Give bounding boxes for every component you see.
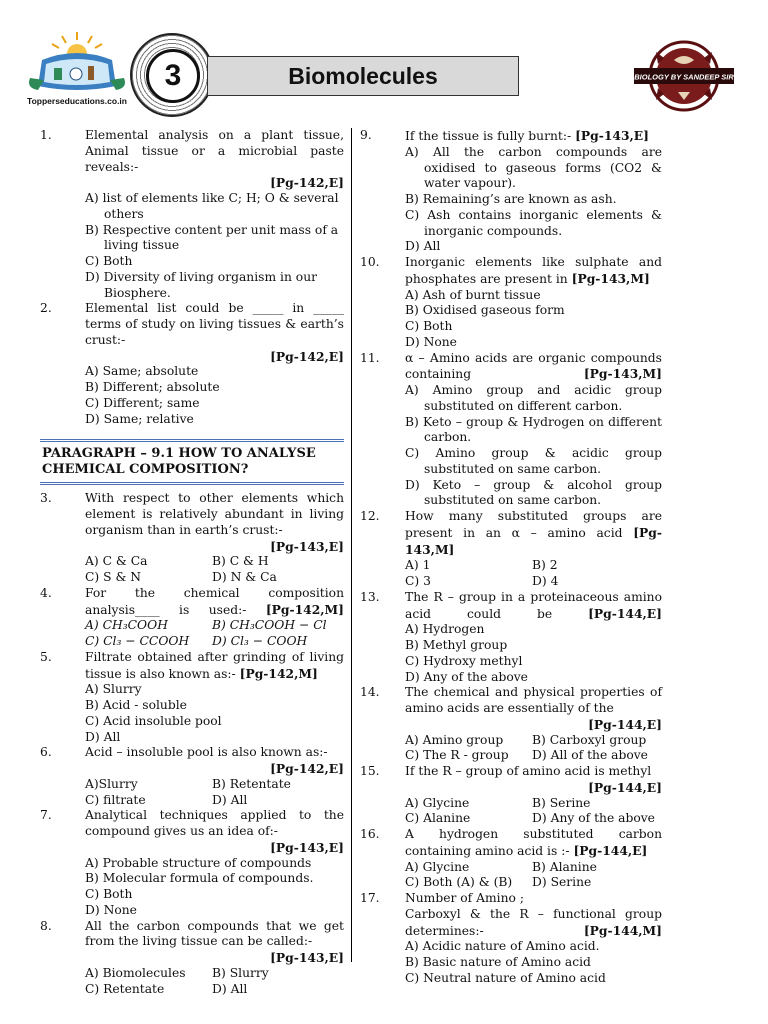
option-c: C) Neutral nature of Amino acid	[405, 970, 606, 985]
page-ref: [Pg-144,M]	[583, 922, 662, 938]
question-10	[360, 255, 662, 351]
page-ref: [Pg-143,E]	[270, 839, 344, 855]
question-text: The chemical and physical properties of amino acids are essentially of the [Pg-144,E]	[405, 685, 662, 732]
option-b: B) Remaining’s are known as ash.	[405, 192, 617, 206]
option-c: C) Both	[85, 254, 133, 268]
question-number: 13.	[360, 589, 380, 604]
option-b: B) Keto – group & Hydrogen on different carbon.	[405, 414, 662, 445]
page-ref: [Pg-144,E]	[588, 605, 662, 621]
option-c: C) Amino group & acidic group substituted on same carbon.	[405, 446, 662, 476]
option-b: B) Oxidised gaseous form	[405, 303, 565, 318]
options-grid	[85, 618, 344, 650]
option-b: B) Basic nature of Amino acid	[405, 955, 591, 969]
question-text: Elemental list could be _____ in _____ terms of study on living tissues & earth’s crust:- [Pg-142,E]	[85, 301, 344, 364]
option-d: D) Any of the above	[532, 811, 655, 826]
options-grid	[405, 796, 662, 828]
question-15	[360, 764, 662, 827]
page-ref: [Pg-142,M]	[265, 601, 344, 617]
question-text: For the chemical composition analysis____ is used:- [Pg-142,M]	[85, 585, 344, 617]
option-d: D) Serine	[532, 875, 592, 890]
option-a: A) Amino group and acidic group substituted on different carbon.	[405, 383, 662, 413]
option-b: B) Methyl group	[405, 638, 508, 652]
question-1	[40, 128, 344, 301]
question-12	[360, 509, 662, 590]
option-d: D) Keto – group & alcohol group substituted on same carbon.	[405, 477, 662, 508]
lab-logo-icon	[24, 30, 130, 96]
chapter-title: Biomolecules	[288, 63, 438, 89]
option-c: C) Ash contains inorganic elements & inorganic compounds.	[405, 207, 662, 238]
question-number: 5.	[40, 649, 52, 664]
badge-text: BIOLOGY BY SANDEEP SIR	[634, 72, 734, 82]
question-2	[40, 301, 344, 427]
option-c: C) Both	[85, 887, 133, 901]
option-a: A) Same; absolute	[85, 364, 199, 379]
option-d: D) All	[405, 239, 441, 254]
option-d: D) 4	[532, 574, 559, 588]
page-ref: [Pg-142,E]	[270, 175, 344, 191]
option-c: C) Both (A) & (B)	[405, 875, 513, 890]
option-a: A) list of elements like C; H; O & several others	[85, 191, 339, 221]
question-text: All the carbon compounds that we get from the living tissue can be called:- [Pg-143,E]	[85, 918, 344, 965]
option-c: C) The R - group	[405, 748, 509, 763]
question-number: 10.	[360, 255, 380, 269]
question-text: Number of Amino ;	[405, 891, 524, 905]
option-d: D) None	[85, 902, 137, 917]
question-number: 3.	[40, 491, 52, 506]
option-d: D) All	[85, 729, 121, 744]
option-c: C) S & N	[85, 570, 142, 584]
question-number: 15.	[360, 764, 380, 778]
question-4	[40, 586, 344, 650]
option-a: A)Slurry	[85, 776, 138, 791]
chapter-title-bar	[207, 56, 519, 96]
question-3	[40, 491, 344, 586]
option-c: C) Alanine	[405, 811, 471, 826]
question-text: Filtrate obtained after grinding of living tissue is also known as:- [Pg-142,M]	[85, 649, 344, 681]
option-c: C) 3	[405, 574, 431, 588]
page-ref: [Pg-143,E]	[575, 128, 649, 143]
option-d: D) N & Ca	[212, 570, 277, 584]
option-c: C) Retentate	[85, 981, 165, 996]
option-a: A) Ash of burnt tissue	[405, 287, 541, 302]
question-16	[360, 827, 662, 891]
options-grid	[85, 777, 344, 809]
question-number: 4.	[40, 585, 52, 600]
option-b: B) Carboxyl group	[532, 732, 647, 747]
option-c: C) Both	[405, 319, 453, 333]
question-number: 1.	[40, 128, 52, 142]
options-grid	[405, 558, 662, 590]
biology-badge-icon	[634, 38, 734, 114]
page-ref: [Pg-142,E]	[270, 348, 344, 364]
option-b: B) Slurry	[212, 965, 269, 980]
page-ref: [Pg-143,M]	[583, 366, 662, 382]
option-b: B) Retentate	[212, 776, 291, 791]
question-9	[360, 128, 662, 255]
option-a: A) Hydrogen	[405, 622, 485, 637]
question-text: Acid – insoluble pool is also known as:- [Pg-142,E]	[85, 745, 344, 776]
option-d: D) Cl₃ − COOH	[212, 634, 308, 648]
page-ref: [Pg-142,M]	[239, 665, 318, 681]
options-grid	[405, 860, 662, 892]
option-d: D) All	[212, 981, 248, 996]
question-7	[40, 808, 344, 918]
option-d: D) All of the above	[532, 748, 648, 763]
option-b: B) 2	[532, 558, 558, 573]
site-name: Topperseducations.co.in	[27, 96, 127, 106]
paragraph-heading: PARAGRAPH – 9.1 HOW TO ANALYSE CHEMICAL COMPOSITION?	[40, 439, 344, 485]
question-text: With respect to other elements which element is relatively abundant in living organism than in earth’s crust:- [Pg-143,E]	[85, 491, 344, 554]
column-divider	[351, 128, 352, 962]
option-c: C) Acid insoluble pool	[85, 713, 222, 728]
option-c: C) Cl₃ − CCOOH	[85, 634, 190, 648]
chapter-badge	[130, 33, 214, 117]
question-13	[360, 590, 662, 686]
question-5	[40, 650, 344, 746]
option-d: D) All	[212, 792, 248, 807]
option-a: A) C & Ca	[85, 554, 148, 569]
option-d: D) Diversity of living organism in our Biosphere.	[85, 269, 317, 300]
option-b: B) C & H	[212, 554, 269, 569]
question-text: Analytical techniques applied to the compound gives us an idea of:- [Pg-143,E]	[85, 808, 344, 855]
page-ref: [Pg-143,M]	[405, 524, 662, 557]
site-logo	[24, 30, 130, 108]
left-column	[40, 128, 344, 997]
page-ref: [Pg-144,E]	[588, 779, 662, 795]
question-text: Inorganic elements like sulphate and phosphates are present in [Pg-143,M]	[405, 255, 662, 286]
question-number: 2.	[40, 301, 52, 316]
question-text: If the R – group of amino acid is methyl [Pg-144,E]	[405, 764, 662, 795]
question-text-continued: Carboxyl & the R – functional group determines:- [Pg-144,M]	[405, 906, 662, 938]
option-d: D) Any of the above	[405, 669, 528, 684]
question-14	[360, 685, 662, 764]
option-b: B) Molecular formula of compounds.	[85, 871, 314, 886]
question-text: The R – group in a proteinaceous amino acid could be [Pg-144,E]	[405, 589, 662, 621]
option-a: A) Slurry	[85, 682, 142, 697]
chapter-number: 3	[146, 49, 200, 103]
option-b: B) Different; absolute	[85, 380, 220, 394]
option-a: A) Glycine	[405, 795, 470, 810]
option-c: C) filtrate	[85, 792, 146, 807]
right-column	[360, 128, 662, 987]
question-17	[360, 891, 662, 987]
question-text: How many substituted groups are present in an α – amino acid [Pg-143,M]	[405, 509, 662, 557]
options-grid	[85, 554, 344, 586]
question-text: If the tissue is fully burnt:- [Pg-143,E]	[405, 128, 649, 143]
question-text: α – Amino acids are organic compounds containing [Pg-143,M]	[405, 350, 662, 382]
option-b: B) Respective content per unit mass of a living tissue	[85, 222, 339, 253]
option-a: A) Acidic nature of Amino acid.	[405, 939, 600, 954]
question-number: 8.	[40, 918, 52, 933]
question-6	[40, 745, 344, 808]
question-number: 17.	[360, 891, 380, 905]
author-badge	[634, 38, 734, 114]
page-ref: [Pg-143,E]	[270, 538, 344, 554]
option-d: D) None	[405, 334, 457, 349]
page-header	[0, 0, 768, 118]
page-ref: [Pg-143,M]	[571, 270, 650, 286]
option-a: A) CH₃COOH	[85, 618, 168, 633]
option-b: B) CH₃COOH − Cl	[212, 618, 327, 633]
options-grid	[85, 966, 344, 998]
option-b: B) Acid - soluble	[85, 698, 187, 712]
question-number: 14.	[360, 685, 380, 700]
page-ref: [Pg-143,E]	[270, 950, 344, 965]
option-a: A) Amino group	[405, 732, 504, 747]
question-8	[40, 919, 344, 998]
question-number: 7.	[40, 808, 52, 823]
option-b: B) Serine	[532, 795, 591, 810]
option-d: D) Same; relative	[85, 411, 194, 426]
option-b: B) Alanine	[532, 859, 597, 874]
question-number: 12.	[360, 509, 380, 523]
question-number: 9.	[360, 128, 372, 142]
question-text: Elemental analysis on a plant tissue, Animal tissue or a microbial paste reveals:- [Pg-142,E]	[85, 128, 344, 191]
option-c: C) Different; same	[85, 395, 200, 410]
page-ref: [Pg-144,E]	[573, 842, 648, 858]
option-a: A) Glycine	[405, 859, 470, 874]
question-number: 16.	[360, 827, 380, 841]
question-text: A hydrogen substituted carbon containing amino acid is :- [Pg-144,E]	[405, 827, 662, 858]
option-a: A) Biomolecules	[85, 965, 186, 980]
options-grid	[405, 733, 662, 765]
page-ref: [Pg-144,E]	[588, 716, 662, 732]
question-number: 6.	[40, 745, 52, 760]
option-a: A) All the carbon compounds are oxidised to gaseous forms (CO2 & water vapour).	[405, 144, 662, 191]
page-ref: [Pg-142,E]	[270, 761, 344, 776]
option-c: C) Hydroxy methyl	[405, 653, 523, 668]
question-11	[360, 351, 662, 510]
question-number: 11.	[360, 350, 380, 365]
option-a: A) Probable structure of compounds	[85, 855, 312, 870]
option-a: A) 1	[405, 558, 431, 573]
